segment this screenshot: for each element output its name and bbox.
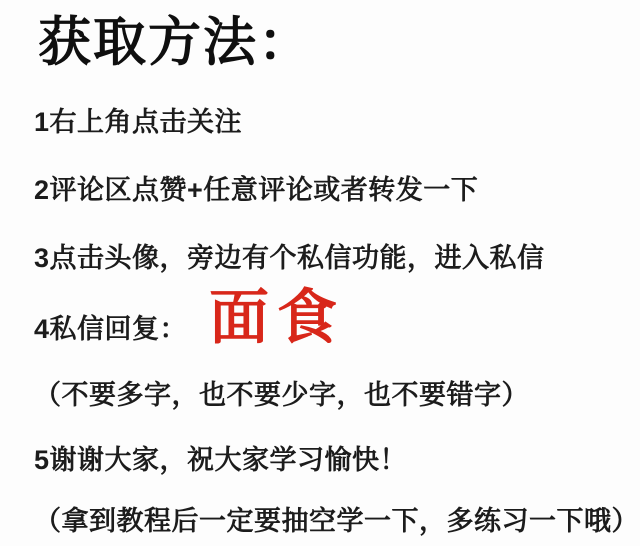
step-4-label: 4私信回复： [34,314,188,344]
step-4-note: （不要多字，也不要少字，也不要错字） [34,380,529,410]
step-4-keyword: 面食 [209,285,346,351]
step-4-row [34,285,346,351]
step-5-text: 5谢谢大家，祝大家学习愉快！ [34,445,408,475]
page-title: 获取方法： [38,13,313,72]
step-3-text: 3点击头像，旁边有个私信功能，进入私信 [34,243,545,273]
step-2-text: 2评论区点赞+任意评论或者转发一下 [34,175,479,205]
step-1-text: 1右上角点击关注 [34,107,243,137]
closing-note: （拿到教程后一定要抽空学一下，多练习一下哦） [34,506,639,536]
